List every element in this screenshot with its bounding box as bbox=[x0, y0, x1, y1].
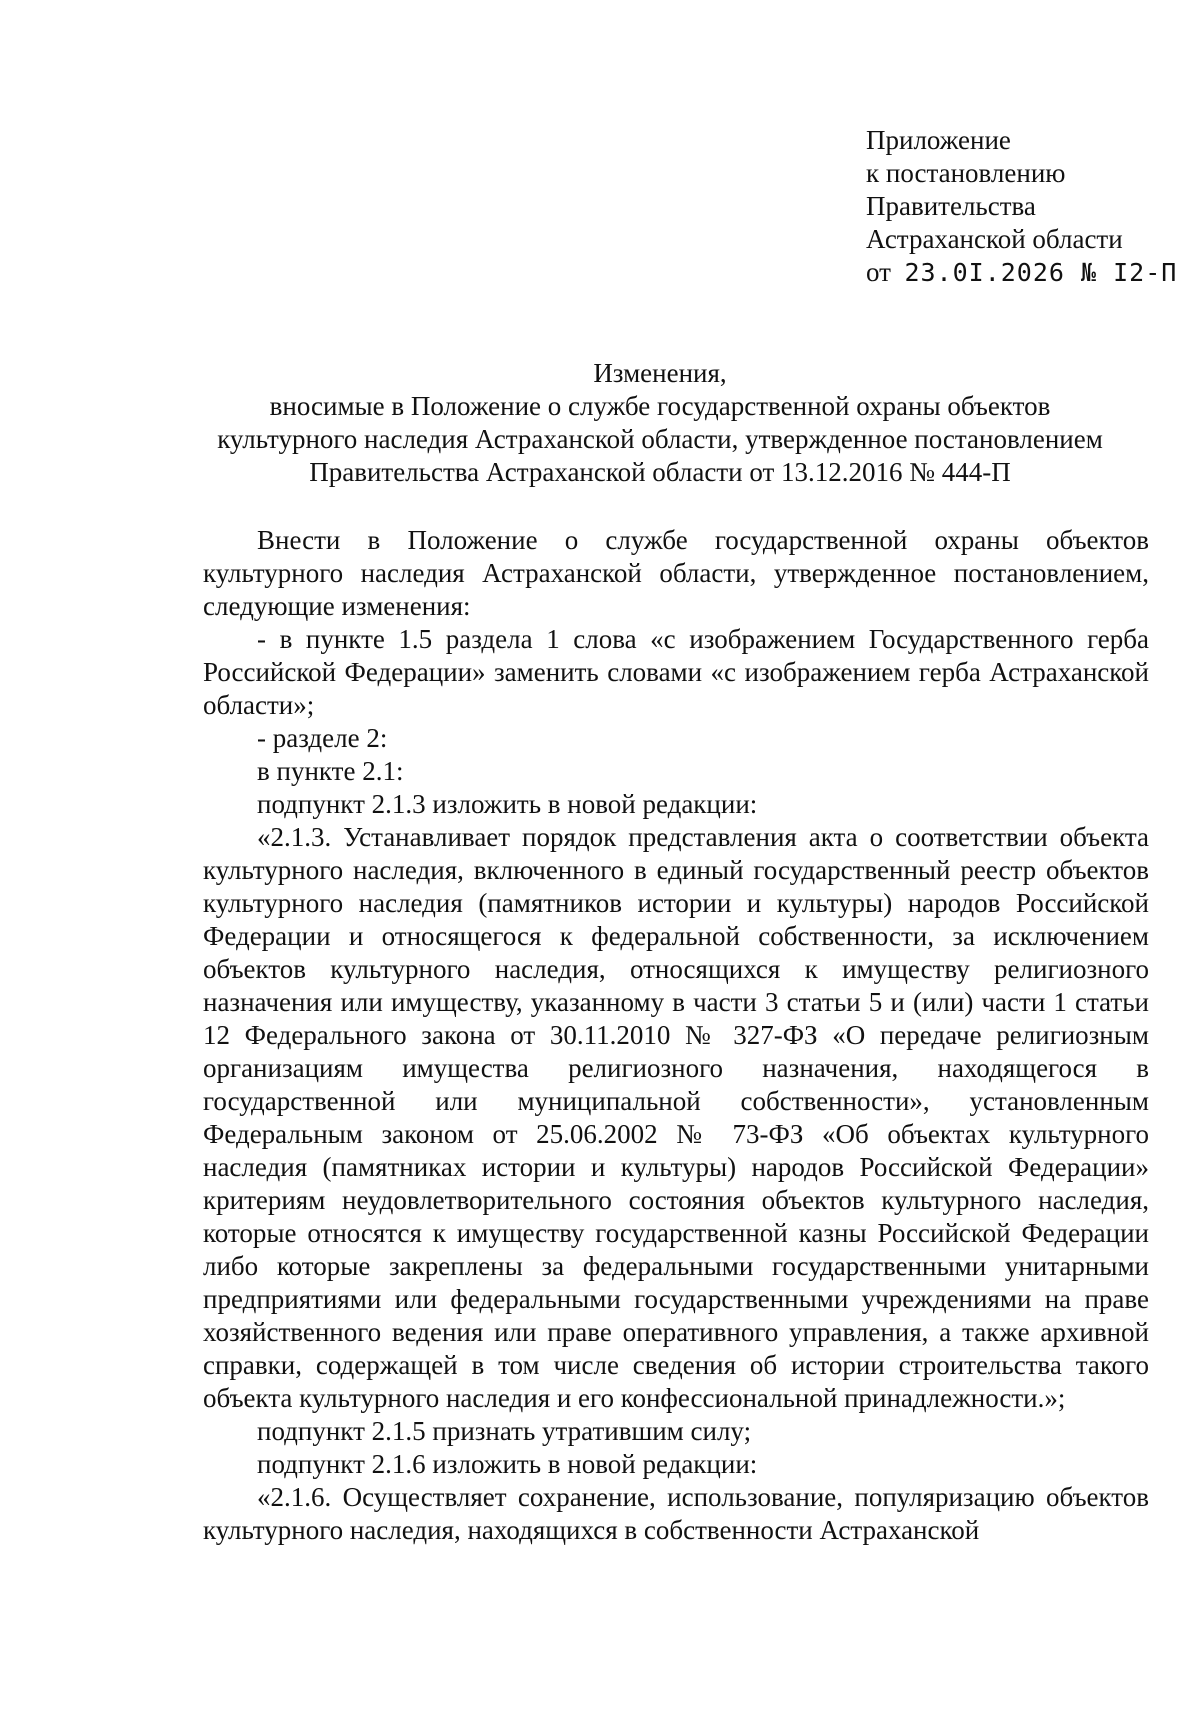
document-title bbox=[160, 357, 1160, 489]
appendix-line-3: Правительства bbox=[866, 191, 1036, 221]
appendix-header bbox=[866, 124, 1176, 289]
paragraph-subpoint-2-1-6-intro: подпункт 2.1.6 изложить в новой редакции: bbox=[257, 1449, 758, 1479]
paragraph-subpoint-2-1-5: подпункт 2.1.5 признать утратившим силу; bbox=[257, 1416, 752, 1446]
date-prefix: от bbox=[866, 257, 891, 287]
date-number-stamp: 23.0I.2026 № I2-П bbox=[904, 258, 1178, 287]
appendix-date-line bbox=[866, 256, 1176, 289]
title-line-4: Правительства Астраханской области от 13.12.2016 № 444-П bbox=[309, 457, 1011, 487]
appendix-line-4: Астраханской области bbox=[866, 224, 1123, 254]
paragraph-intro: Внести в Положение о службе государственной охраны объектов культурного наследия Астраханской области, утвержденное постановлением, следующие изменения: bbox=[203, 525, 1149, 621]
paragraph-subpoint-2-1-3-text: «2.1.3. Устанавливает порядок представления акта о соответствии объекта культурного наследия, включенного в единый государственный реестр объектов культурного наследия (памятников истории и культуры) народов Российской Федерации и относящегося к федеральной собственности, за исключением объектов культурного наследия, относящихся к имуществу религиозного назначения или имуществу, указанному в части 3 статьи 5 и (или) части 1 статьи 12 Федерального закона от 30.11.2010 № 327-ФЗ «О передаче религиозным организациям имущества религиозного назначения, находящегося в государственной или муниципальной собственности», установленным Федеральным законом от 25.06.2002 № 73-ФЗ «Об объектах культурного наследия (памятниках истории и культуры) народов Российской Федерации» критериям неудовлетворительного состояния объектов культурного наследия, которые относятся к имуществу государственной казны Российской Федерации либо которые закреплены за федеральными государственными унитарными предприятиями или федеральными государственными учреждениями на праве хозяйственного ведения или праве оперативного управления, а также архивной справки, содержащей в том числе сведения об истории строительства такого объекта культурного наследия и его конфессиональной принадлежности.»; bbox=[203, 822, 1149, 1413]
title-line-3: культурного наследия Астраханской области, утвержденное постановлением bbox=[217, 424, 1103, 454]
title-line-2: вносимые в Положение о службе государственной охраны объектов bbox=[269, 391, 1051, 421]
paragraph-subpoint-2-1-6-text: «2.1.6. Осуществляет сохранение, использование, популяризацию объектов культурного наследия, находящихся в собственности Астраханской bbox=[203, 1482, 1149, 1545]
appendix-line-2: к постановлению bbox=[866, 158, 1066, 188]
paragraph-section-2: - разделе 2: bbox=[257, 723, 388, 753]
paragraph-subpoint-2-1-3-intro: подпункт 2.1.3 изложить в новой редакции: bbox=[257, 789, 758, 819]
paragraph-item-1-5: - в пункте 1.5 раздела 1 слова «с изображением Государственного герба Российской Федерации» заменить словами «с изображением герба Астраханской области»; bbox=[203, 624, 1149, 720]
paragraph-point-2-1: в пункте 2.1: bbox=[257, 756, 404, 786]
document-body bbox=[203, 524, 1149, 1547]
appendix-line-1: Приложение bbox=[866, 125, 1011, 155]
title-line-1: Изменения, bbox=[593, 358, 727, 388]
